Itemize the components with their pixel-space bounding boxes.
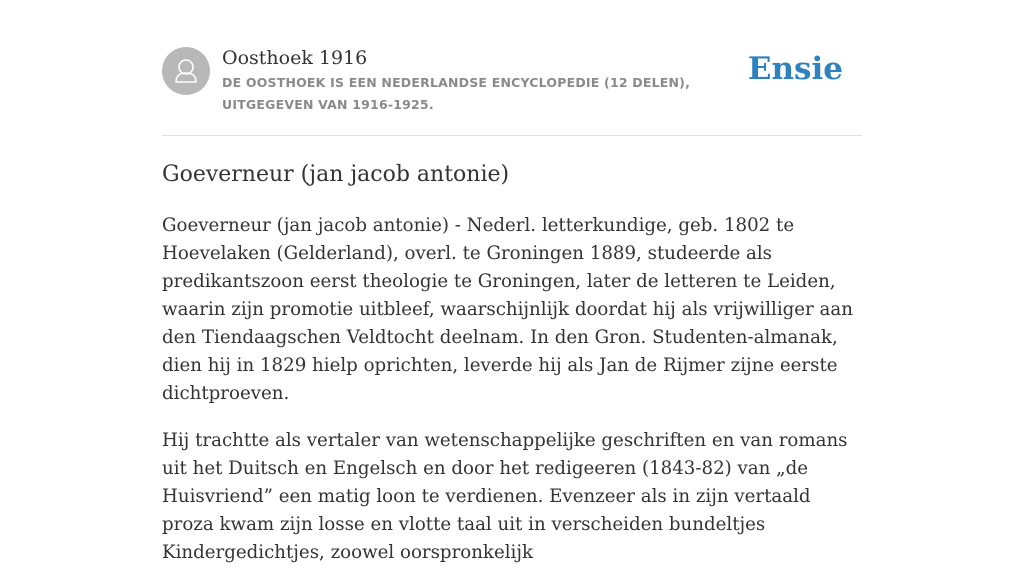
article-paragraph: Goeverneur (jan jacob antonie) - Nederl. letterkundige, geb. 1802 te Hoevelaken (Gelderland), overl. te Groningen 1889, studeerde als predikantszoon eerst theologie te Groningen, later de letteren te Leiden, waarin zijn promotie uitbleef, waarschijnlijk doordat hij als vrijwilliger aan den Tiendaagschen Veldtocht deelnam. In den Gron. Studenten-almanak, dien hij in 1829 hielp oprichten, leverde hij als Jan de Rijmer zijne eerste dichtproeven. [162, 215, 853, 404]
source-header [162, 44, 862, 136]
article-title: Goeverneur (jan jacob antonie) [162, 162, 510, 187]
source-name[interactable]: Oosthoek 1916 [222, 47, 368, 69]
header-divider [162, 135, 862, 136]
ensie-logo[interactable]: Ensie [747, 51, 843, 87]
article-paragraph: Hij trachtte als vertaler van wetenschappelijke geschriften en van romans uit het Duitsch en Engelsch en door het redigeeren (1843-82) van „de Huisvriend” een matig loon te verdienen. Evenzeer als in zijn vertaald proza kwam zijn losse en vlotte taal uit in verscheiden bundeltjes Kindergedichtjes, zoowel oorspronkelijk [162, 430, 848, 563]
article-body [162, 212, 862, 586]
source-description: DE OOSTHOEK IS EEN NEDERLANDSE ENCYCLOPEDIE (12 DELEN), UITGEGEVEN VAN 1916-1925. [222, 75, 691, 112]
user-silhouette-icon[interactable] [162, 47, 210, 95]
